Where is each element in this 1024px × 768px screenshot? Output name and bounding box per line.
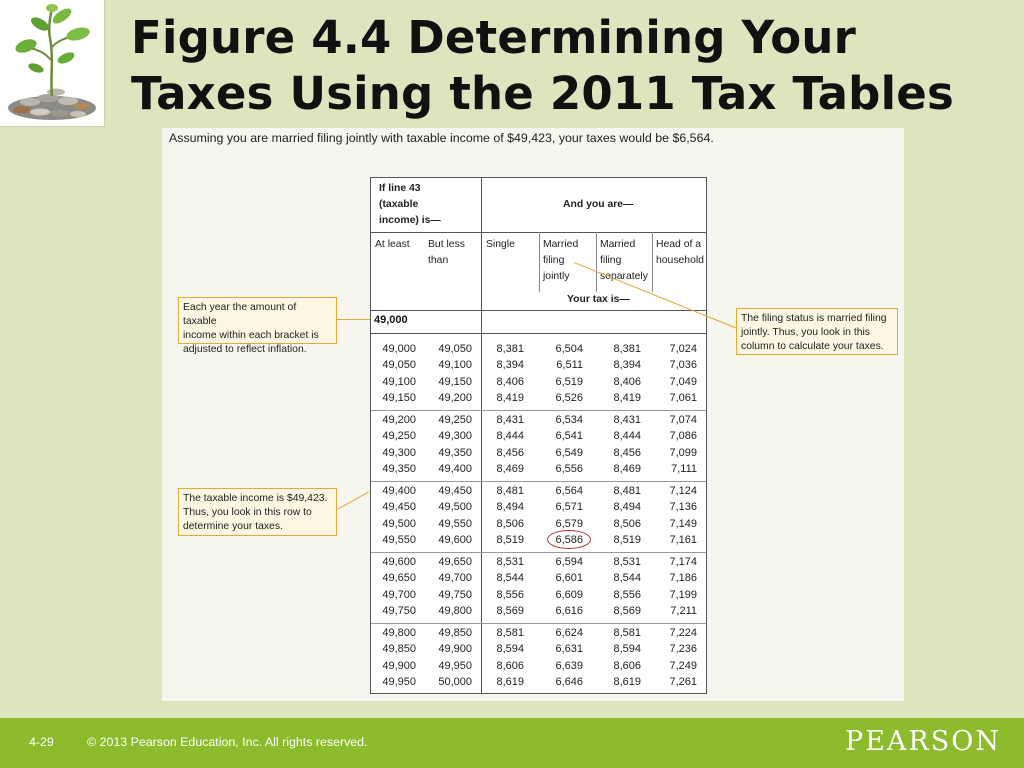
cell-married-jointly: 6,594	[555, 556, 583, 568]
row-group	[371, 339, 706, 410]
cell-at-least: 49,250	[382, 430, 416, 443]
header-text: Single	[486, 239, 515, 250]
cell-single: 8,381	[496, 343, 524, 355]
cell-at-least: 49,950	[382, 676, 416, 689]
cell-at-least: 49,350	[382, 463, 416, 476]
cell-married-jointly: 6,639	[555, 659, 583, 672]
cell-at-least: 49,550	[382, 534, 416, 547]
cell-but-less-than: 49,850	[438, 627, 472, 639]
cell-but-less-than: 49,100	[438, 359, 472, 372]
cell-at-least: 49,200	[382, 414, 416, 426]
cell-but-less-than: 49,900	[438, 643, 472, 656]
cell-married-jointly: 6,616	[555, 605, 583, 618]
header-text: filing	[543, 255, 565, 266]
cell-married-jointly: 6,586	[555, 534, 583, 547]
cell-married-jointly: 6,526	[555, 392, 583, 405]
cell-head-household: 7,224	[669, 627, 697, 639]
cell-at-least: 49,900	[382, 659, 416, 672]
cell-at-least: 49,600	[382, 556, 416, 568]
cell-married-jointly: 6,511	[556, 359, 583, 372]
cell-at-least: 49,400	[382, 485, 416, 497]
copyright-notice: © 2013 Pearson Education, Inc. All rights reserved.	[87, 735, 368, 749]
header-your-tax-is: Your tax is—	[567, 294, 630, 305]
table-row	[371, 627, 706, 643]
table-row	[371, 430, 706, 446]
cell-married-jointly: 6,549	[555, 446, 583, 459]
callout-text: column to calculate your taxes.	[741, 341, 884, 352]
cell-single: 8,544	[496, 572, 524, 585]
header-text: jointly	[543, 271, 570, 282]
cell-single: 8,569	[496, 605, 524, 618]
header-text: household	[656, 255, 704, 266]
cell-but-less-than: 49,700	[438, 572, 472, 585]
slide-title-line-2: Taxes Using the 2011 Tax Tables	[131, 67, 954, 120]
cell-head-household: 7,036	[669, 359, 697, 372]
header-text: If line 43	[379, 183, 421, 194]
tax-table-figure	[162, 128, 904, 701]
group-divider	[371, 552, 706, 553]
cell-head-household: 7,261	[669, 676, 697, 689]
cell-single: 8,431	[496, 414, 524, 426]
callout-column	[736, 308, 898, 355]
cell-single: 8,406	[496, 375, 524, 388]
col-header-head-household	[656, 237, 704, 269]
cell-but-less-than: 50,000	[438, 676, 472, 689]
table-row	[371, 463, 706, 479]
cell-at-least: 49,500	[382, 517, 416, 530]
cell-head-household: 7,049	[669, 375, 697, 388]
cell-single: 8,494	[496, 501, 524, 514]
cell-married-jointly: 6,534	[555, 414, 583, 426]
table-divider	[371, 310, 706, 311]
cell-married-separately: 8,556	[613, 588, 641, 601]
cell-at-least: 49,650	[382, 572, 416, 585]
table-row	[371, 414, 706, 430]
group-divider	[371, 623, 706, 624]
cell-at-least: 49,300	[382, 446, 416, 459]
tax-table	[370, 177, 707, 694]
cell-but-less-than: 49,250	[438, 414, 472, 426]
cell-married-separately: 8,519	[613, 534, 641, 547]
cell-but-less-than: 49,550	[438, 517, 472, 530]
cell-head-household: 7,186	[669, 572, 697, 585]
cell-single: 8,581	[496, 627, 524, 639]
cell-but-less-than: 49,500	[438, 501, 472, 514]
cell-married-jointly: 6,646	[555, 676, 583, 689]
table-divider	[652, 232, 653, 292]
row-group	[371, 552, 706, 623]
cell-married-jointly: 6,601	[555, 572, 583, 585]
cell-married-jointly: 6,564	[555, 485, 583, 497]
cell-head-household: 7,249	[669, 659, 697, 672]
table-row	[371, 676, 706, 692]
cell-single: 8,619	[496, 676, 524, 689]
callout-text: adjusted to reflect inflation.	[183, 344, 307, 355]
cell-head-household: 7,199	[669, 588, 697, 601]
cell-but-less-than: 49,750	[438, 588, 472, 601]
slide-number: 4-29	[29, 735, 54, 749]
table-row	[371, 589, 706, 605]
cell-single: 8,519	[496, 534, 524, 547]
callout-text: Thus, you look in this row to	[183, 507, 312, 518]
cell-married-separately: 8,544	[613, 572, 641, 585]
cell-single: 8,506	[496, 517, 524, 530]
cell-but-less-than: 49,300	[438, 430, 472, 443]
header-and-you-are: And you are—	[563, 199, 634, 210]
cell-single: 8,469	[496, 463, 524, 476]
cell-but-less-than: 49,450	[438, 485, 472, 497]
cell-single: 8,444	[496, 430, 524, 443]
group-divider	[371, 481, 706, 482]
row-group	[371, 410, 706, 481]
col-header-single	[486, 237, 515, 253]
slide-title	[131, 10, 1011, 122]
col-header-at-least	[375, 237, 410, 253]
table-row	[371, 376, 706, 392]
header-text: Married	[600, 239, 636, 250]
header-text: But less	[428, 239, 465, 250]
header-text: Married	[543, 239, 579, 250]
header-text: separately	[600, 271, 648, 282]
callout-inflation	[178, 297, 337, 355]
callout-text: income within each bracket is	[183, 330, 319, 341]
cell-head-household: 7,111	[671, 463, 697, 476]
bracket-label: 49,000	[374, 314, 408, 326]
plant-coins-logo	[0, 0, 105, 127]
cell-at-least: 49,750	[382, 605, 416, 618]
cell-but-less-than: 49,350	[438, 446, 472, 459]
col-header-but-less-than	[428, 237, 465, 269]
cell-at-least: 49,450	[382, 501, 416, 514]
cell-married-separately: 8,581	[613, 627, 641, 639]
cell-head-household: 7,161	[669, 534, 697, 547]
table-row	[371, 660, 706, 676]
cell-married-jointly: 6,631	[555, 643, 583, 656]
table-divider	[596, 232, 597, 292]
cell-married-separately: 8,456	[613, 446, 641, 459]
table-row	[371, 447, 706, 463]
cell-but-less-than: 49,650	[438, 556, 472, 568]
cell-married-separately: 8,431	[613, 414, 641, 426]
header-text: (taxable	[379, 199, 419, 210]
callout-leader	[337, 319, 370, 320]
cell-married-separately: 8,531	[613, 556, 641, 568]
cell-head-household: 7,211	[670, 605, 697, 618]
table-row	[371, 392, 706, 408]
table-row	[371, 485, 706, 501]
cell-married-separately: 8,481	[613, 485, 641, 497]
header-line-43	[379, 181, 441, 229]
cell-married-separately: 8,594	[613, 643, 641, 656]
pearson-logo: PEARSON	[845, 726, 1001, 757]
cell-at-least: 49,000	[382, 343, 416, 355]
cell-but-less-than: 49,800	[438, 605, 472, 618]
header-text: At least	[375, 239, 410, 250]
cell-head-household: 7,236	[669, 643, 697, 656]
callout-row	[178, 488, 337, 536]
col-header-married-separately	[600, 237, 648, 285]
cell-married-separately: 8,569	[613, 605, 641, 618]
cell-married-separately: 8,469	[613, 463, 641, 476]
slide-title-line-1: Figure 4.4 Determining Your	[131, 11, 856, 64]
cell-married-separately: 8,494	[613, 501, 641, 514]
highlight-circle	[547, 530, 591, 549]
cell-married-jointly: 6,624	[555, 627, 583, 639]
table-row	[371, 359, 706, 375]
cell-married-separately: 8,606	[613, 659, 641, 672]
table-row	[371, 534, 706, 550]
callout-text: The filing status is married filing	[741, 313, 887, 324]
figure-caption: Assuming you are married filing jointly with taxable income of $49,423, your taxes would be $6,564.	[169, 131, 714, 145]
cell-single: 8,594	[496, 643, 524, 656]
header-text: income) is—	[379, 215, 441, 226]
cell-single: 8,531	[496, 556, 524, 568]
row-group	[371, 481, 706, 552]
cell-married-separately: 8,419	[613, 392, 641, 405]
table-row	[371, 518, 706, 534]
cell-single: 8,394	[496, 359, 524, 372]
table-row	[371, 605, 706, 621]
cell-head-household: 7,136	[669, 501, 697, 514]
row-group	[371, 623, 706, 694]
cell-married-jointly: 6,556	[555, 463, 583, 476]
cell-but-less-than: 49,400	[438, 463, 472, 476]
table-row	[371, 343, 706, 359]
table-divider	[371, 333, 706, 334]
cell-married-jointly: 6,609	[555, 588, 583, 601]
callout-text: Each year the amount of taxable	[183, 302, 297, 327]
cell-single: 8,419	[496, 392, 524, 405]
cell-married-separately: 8,394	[613, 359, 641, 372]
cell-at-least: 49,100	[382, 375, 416, 388]
cell-married-jointly: 6,519	[555, 375, 583, 388]
cell-but-less-than: 49,050	[438, 343, 472, 355]
callout-text: determine your taxes.	[183, 521, 283, 532]
footer-bar	[0, 718, 1024, 768]
cell-head-household: 7,074	[669, 414, 697, 426]
cell-single: 8,481	[496, 485, 524, 497]
cell-married-jointly: 6,571	[555, 501, 583, 514]
header-text: filing	[600, 255, 622, 266]
table-row	[371, 643, 706, 659]
cell-head-household: 7,061	[669, 392, 697, 405]
table-row	[371, 556, 706, 572]
cell-single: 8,456	[496, 446, 524, 459]
cell-head-household: 7,149	[669, 517, 697, 530]
cell-married-jointly: 6,504	[555, 343, 583, 355]
callout-text: The taxable income is $49,423.	[183, 493, 328, 504]
header-text: Head of a	[656, 239, 702, 250]
cell-head-household: 7,174	[669, 556, 697, 568]
cell-at-least: 49,800	[382, 627, 416, 639]
table-row	[371, 501, 706, 517]
cell-married-separately: 8,381	[613, 343, 641, 355]
cell-at-least: 49,150	[382, 392, 416, 405]
cell-head-household: 7,124	[669, 485, 697, 497]
cell-head-household: 7,086	[669, 430, 697, 443]
cell-but-less-than: 49,950	[438, 659, 472, 672]
cell-married-separately: 8,506	[613, 517, 641, 530]
cell-married-jointly: 6,541	[555, 430, 583, 443]
cell-head-household: 7,099	[669, 446, 697, 459]
cell-head-household: 7,024	[669, 343, 697, 355]
header-text: than	[428, 255, 449, 266]
group-divider	[371, 410, 706, 411]
cell-married-separately: 8,619	[613, 676, 641, 689]
callout-text: jointly. Thus, you look in this	[741, 327, 870, 338]
table-body	[371, 339, 706, 694]
table-divider	[539, 232, 540, 292]
cell-at-least: 49,850	[382, 643, 416, 656]
cell-married-separately: 8,406	[613, 375, 641, 388]
cell-at-least: 49,050	[382, 359, 416, 372]
callout-leader	[337, 492, 369, 510]
cell-but-less-than: 49,200	[438, 392, 472, 405]
table-row	[371, 572, 706, 588]
cell-but-less-than: 49,150	[438, 375, 472, 388]
cell-married-jointly: 6,579	[555, 517, 583, 530]
col-header-married-jointly	[543, 237, 578, 285]
cell-at-least: 49,700	[382, 588, 416, 601]
cell-single: 8,606	[496, 659, 524, 672]
cell-single: 8,556	[496, 588, 524, 601]
cell-but-less-than: 49,600	[438, 534, 472, 547]
cell-married-separately: 8,444	[613, 430, 641, 443]
